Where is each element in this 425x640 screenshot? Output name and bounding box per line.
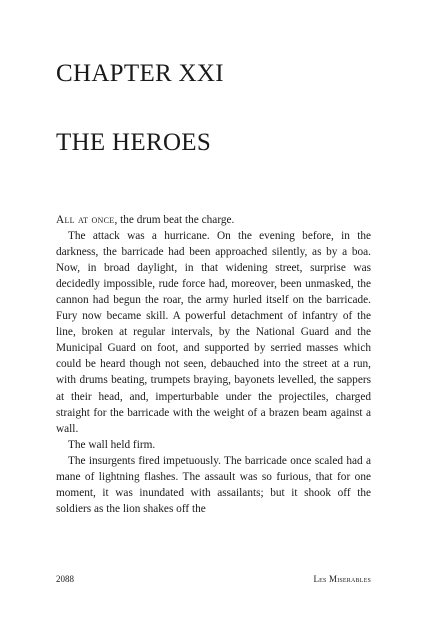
chapter-number: CHAPTER XXI <box>56 60 224 87</box>
paragraph: The attack was a hurricane. On the evening before, in the darkness, the barricade had been approached silently, as by a boa. Now, in broad daylight, in that widening street, surprise was decidedly impossible, rude force had, moreover, been unmasked, the cannon had begun the roar, the army hurled itself on the barricade. Fury now became skill. A powerful detachment of infantry of the line, broken at regular intervals, by the National Guard and the Municipal Guard on foot, and supported by serried masses which could be heard though not seen, debauched into the street at a run, with drums beating, trumpets braying, bayonets levelled, the sappers at their head, and, imperturbable under the projectiles, charged straight for the barricade with the weight of a brazen beam against a wall. <box>56 230 371 435</box>
paragraph: The insurgents fired impetuously. The barricade once scaled had a mane of lightning flashes. The assault was so furious, that for one moment, it was inundated with assailants; but it shook off the soldiers as the lion shakes off the <box>56 454 371 515</box>
page-number: 2088 <box>56 574 74 584</box>
running-title: Les Miserables <box>313 574 371 584</box>
paragraph-opening-rest: , the drum beat the charge. <box>114 214 235 226</box>
opening-smallcaps: All at once <box>56 214 115 226</box>
paragraph: The wall held firm. <box>68 438 156 451</box>
paragraph-opening <box>56 212 371 228</box>
page-footer <box>56 574 371 584</box>
body-text <box>56 212 371 517</box>
chapter-title: THE HEROES <box>56 129 212 156</box>
